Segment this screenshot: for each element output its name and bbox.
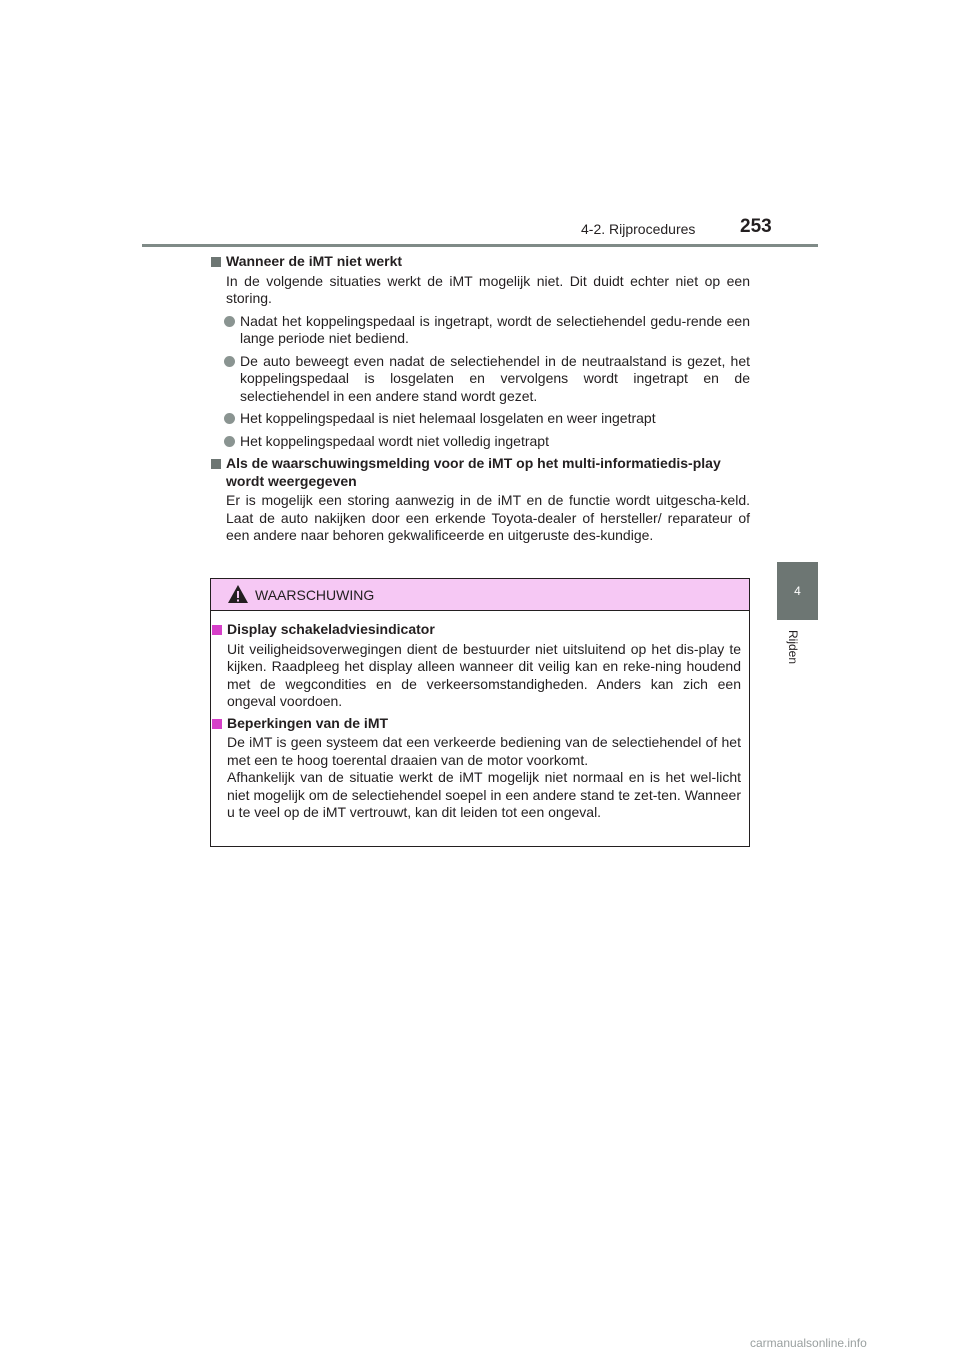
chapter-number: 4 bbox=[794, 584, 801, 598]
section-intro: Er is mogelijk een storing aanwezig in de iMT en de functie wordt uitgescha-keld. Laat de auto nakijken door een erkende Toyota-dealer of hersteller/ reparateur of een andere naar behoren gekwalificeerde en uitgeruste des-kundige. bbox=[226, 492, 750, 543]
warning-triangle-icon bbox=[227, 584, 249, 604]
square-bullet-icon bbox=[212, 719, 222, 729]
chapter-label: Rijden bbox=[786, 630, 800, 665]
list-item bbox=[210, 313, 750, 348]
section-title: 4-2. Rijprocedures bbox=[581, 221, 696, 237]
warning-body bbox=[211, 621, 741, 826]
warning-title: WAARSCHUWING bbox=[255, 587, 375, 603]
page-number: 253 bbox=[740, 216, 772, 237]
list-item-text: Het koppelingspedaal wordt niet volledig ingetrapt bbox=[240, 432, 549, 449]
warning-item-heading-text: Display schakeladviesindicator bbox=[227, 621, 435, 637]
section-heading-text: Wanneer de iMT niet werkt bbox=[226, 253, 403, 269]
list-item-text: Het koppelingspedaal is niet helemaal losgelaten en weer ingetrapt bbox=[240, 410, 656, 426]
list-item bbox=[210, 433, 750, 451]
square-bullet-icon bbox=[211, 257, 221, 267]
list-item bbox=[210, 410, 750, 428]
watermark-text: carmanualsonline.info bbox=[750, 1336, 867, 1350]
round-bullet-icon bbox=[224, 356, 235, 367]
warning-box bbox=[210, 578, 750, 847]
section-heading bbox=[210, 455, 750, 490]
warning-header bbox=[211, 579, 749, 611]
square-bullet-icon bbox=[211, 459, 221, 469]
warning-item-text: Uit veiligheidsoverwegingen dient de bestuurder niet uitsluitend op het dis-play te kijken. Raadpleeg het display alleen wanneer dit veilig kan en reke-ning houdend met de wegcondities en de verkeersomstandigheden. Anders kan zich een ongeval voordoen. bbox=[227, 640, 741, 709]
round-bullet-icon bbox=[224, 316, 235, 327]
section-intro: In de volgende situaties werkt de iMT mogelijk niet. Dit duidt echter niet op een storing. bbox=[226, 272, 750, 306]
warning-item-heading-text: Beperkingen van de iMT bbox=[227, 714, 389, 731]
section-heading-text: Als de waarschuwingsmelding voor de iMT op het multi-informatiedis-play wordt weergegeven bbox=[226, 455, 721, 489]
list-item bbox=[210, 353, 750, 406]
square-bullet-icon bbox=[212, 625, 222, 635]
warning-item-text: Afhankelijk van de situatie werkt de iMT mogelijk niet normaal en is het wel-licht niet mogelijk om de selectiehendel soepel in een andere stand te zet-ten. Wanneer u te veel op de iMT vertrouwt, kan dit leiden tot een ongeval. bbox=[227, 769, 741, 820]
list-item-text: Nadat het koppelingspedaal is ingetrapt, wordt de selectiehendel gedu-rende een lange periode niet bediend. bbox=[240, 312, 750, 346]
section-heading bbox=[210, 253, 750, 271]
warning-item-text: De iMT is geen systeem dat een verkeerde bediening van de selectiehendel of het met een te hoog toerental draaien van de motor voorkomt. bbox=[227, 734, 741, 768]
list-item-text: De auto beweegt even nadat de selectiehendel in de neutraalstand is gezet, het koppelingspedaal is losgelaten en vervolgens wordt ingetrapt en de selectiehendel in een andere stand wordt gezet. bbox=[240, 352, 750, 404]
round-bullet-icon bbox=[224, 436, 235, 447]
warning-item-heading bbox=[211, 621, 741, 639]
round-bullet-icon bbox=[224, 413, 235, 424]
main-content bbox=[210, 253, 750, 550]
chapter-tab[interactable] bbox=[777, 562, 818, 620]
warning-item-heading bbox=[211, 715, 741, 733]
header-divider bbox=[142, 244, 818, 247]
